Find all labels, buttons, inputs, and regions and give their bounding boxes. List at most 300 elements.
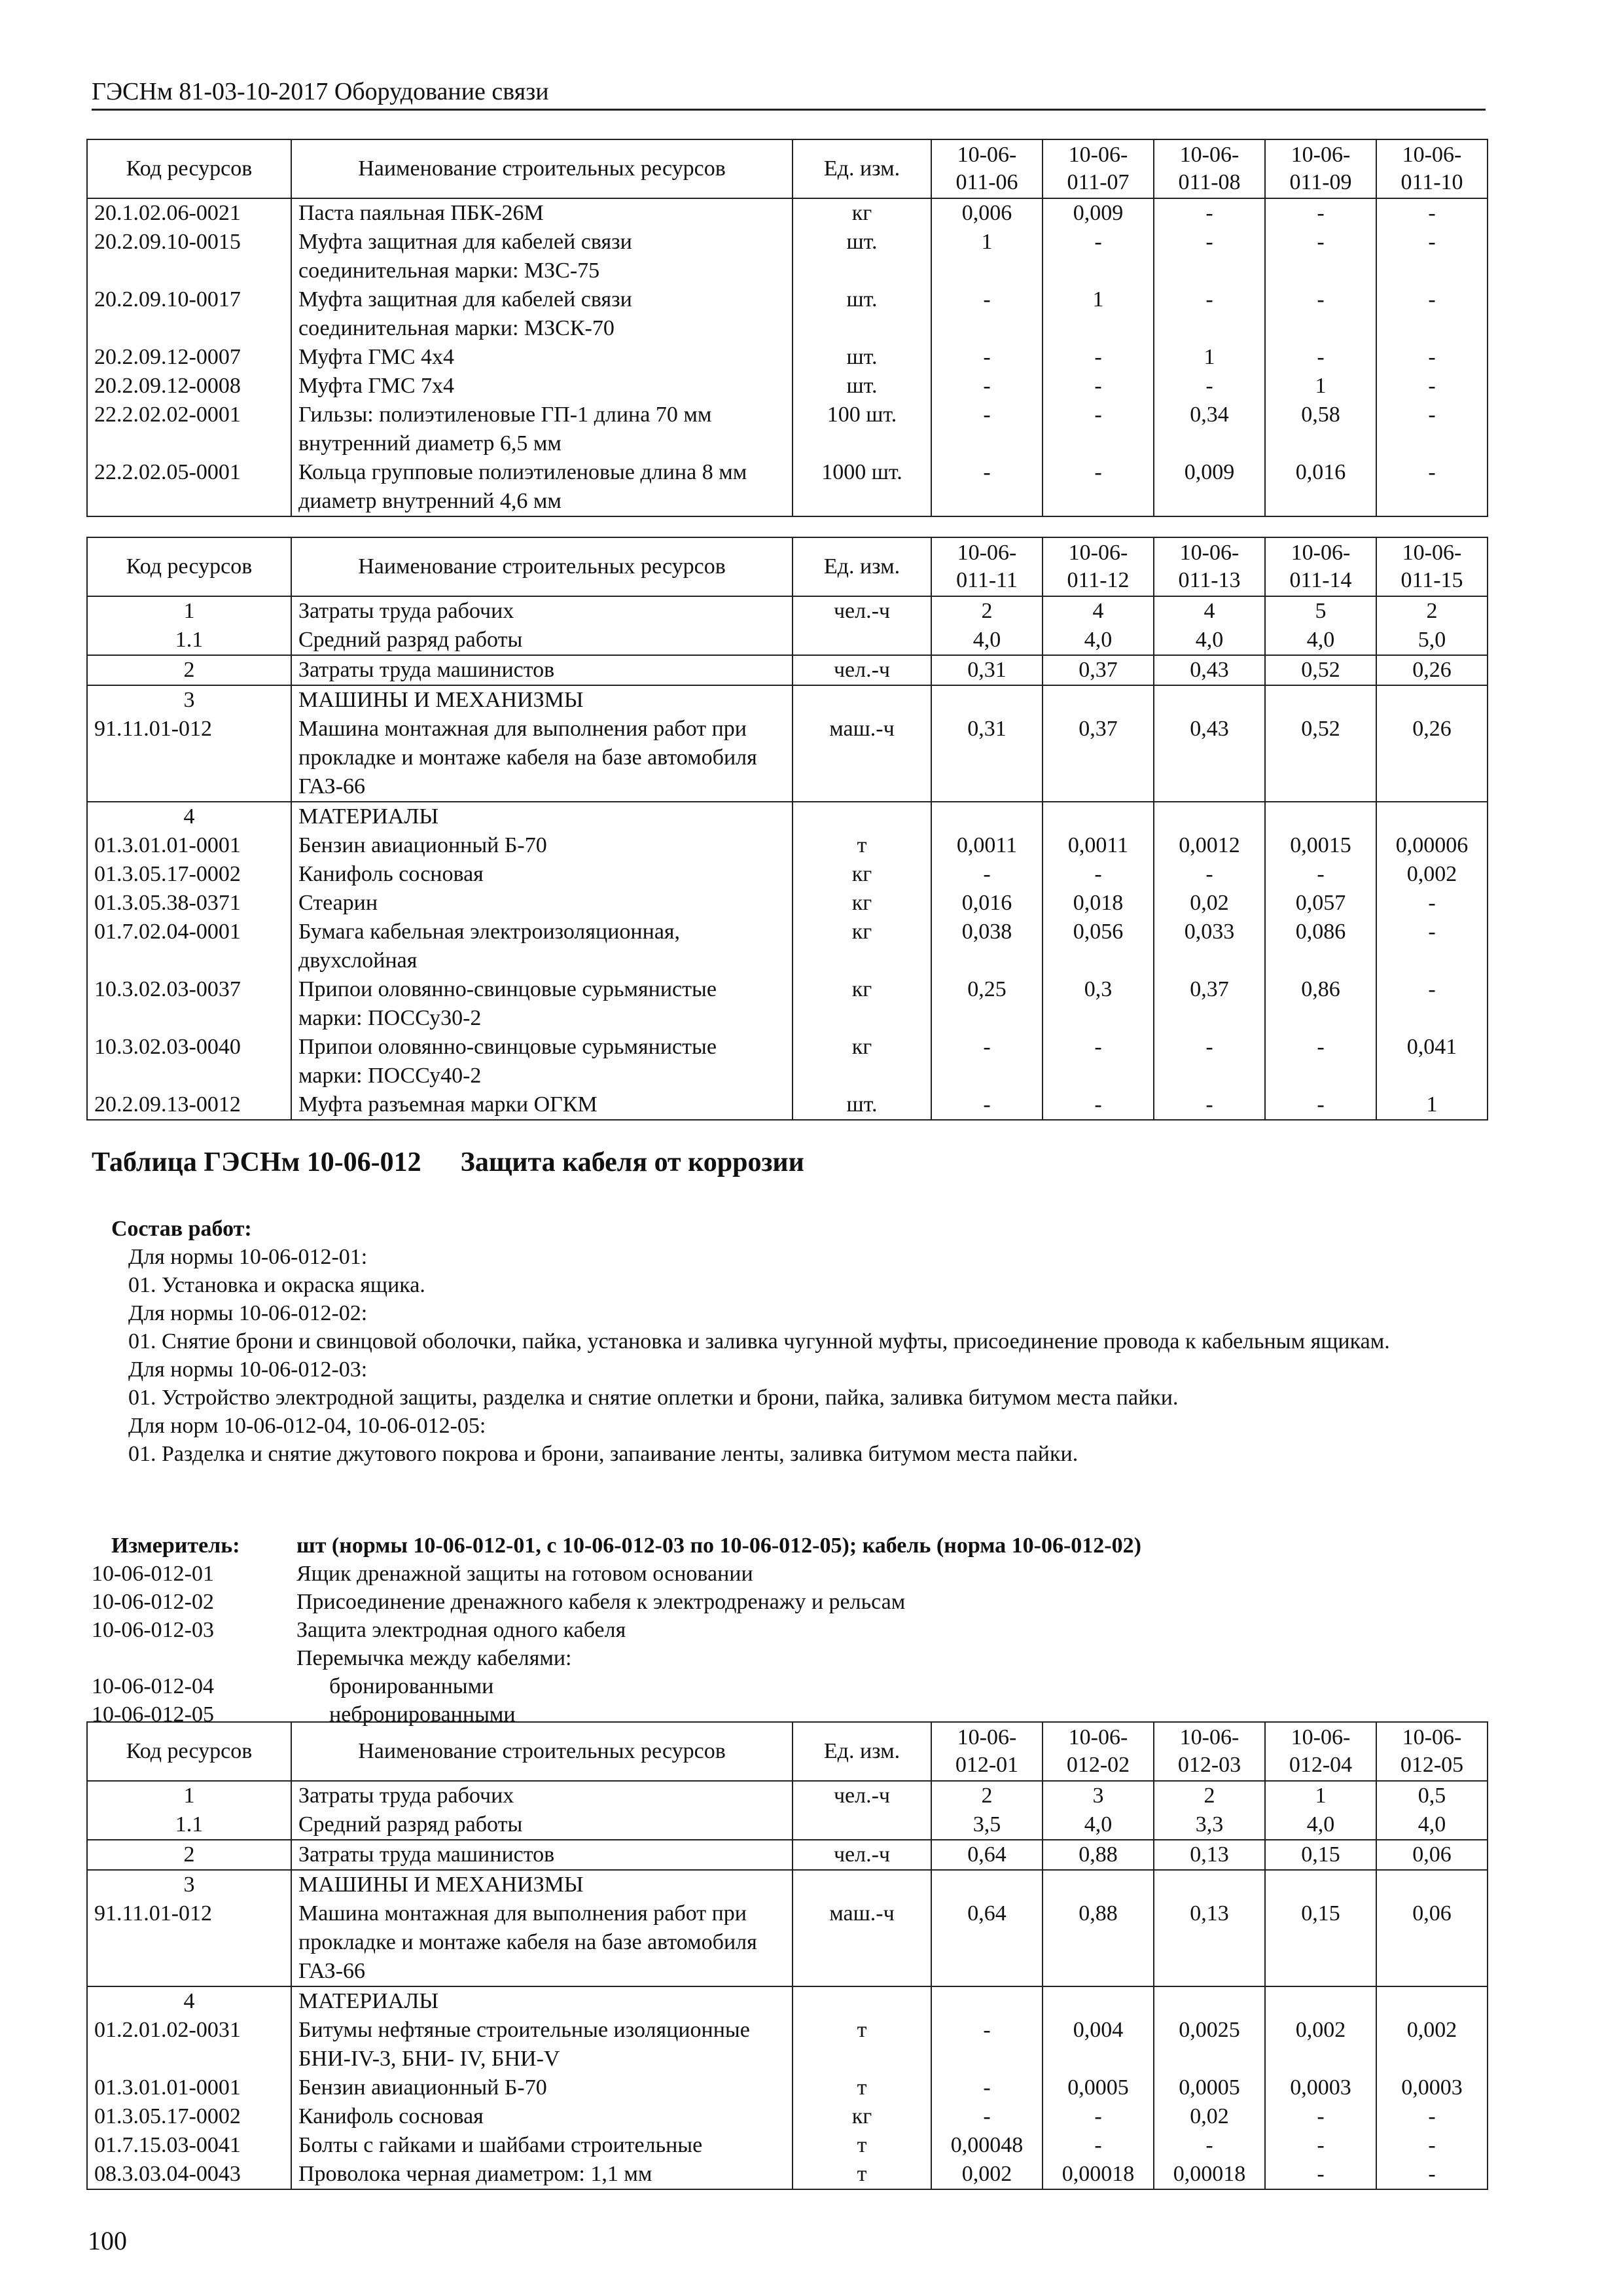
resource-unit: 1000 шт. bbox=[793, 458, 931, 516]
norm-value: 0,0011 bbox=[1043, 831, 1154, 860]
resource-code: 01.3.05.17-0002 bbox=[87, 2102, 291, 2131]
resource-name: Машина монтажная для выполнения работ при прокладке и монтаже кабеля на базе автомобиля ГАЗ-66 bbox=[291, 1899, 793, 1986]
norm-value bbox=[1154, 1870, 1265, 1899]
table-header-row bbox=[87, 139, 1488, 198]
resource-unit: т bbox=[793, 2073, 931, 2102]
resource-name: Затраты труда машинистов bbox=[291, 1840, 793, 1870]
norm-value: - bbox=[931, 1033, 1043, 1090]
norm-value: - bbox=[1154, 372, 1265, 401]
table-row bbox=[87, 458, 1488, 516]
norm-list-item bbox=[92, 1644, 1492, 1672]
resource-code: 1.1 bbox=[87, 1810, 291, 1840]
resource-code: 4 bbox=[87, 802, 291, 831]
norm-value: 0,15 bbox=[1265, 1899, 1376, 1986]
norm-list-item bbox=[92, 1588, 1492, 1616]
resource-code: 01.3.01.01-0001 bbox=[87, 2073, 291, 2102]
norm-value: - bbox=[1376, 285, 1488, 343]
resource-unit: кг bbox=[793, 1033, 931, 1090]
norm-value: 0,26 bbox=[1376, 655, 1488, 685]
col-header-norm: 10-06- 012-04 bbox=[1265, 1722, 1376, 1781]
resource-unit: кг bbox=[793, 198, 931, 228]
norm-list-item bbox=[92, 1560, 1492, 1588]
norm-value: 0,0005 bbox=[1043, 2073, 1154, 2102]
norm-value: 5 bbox=[1265, 596, 1376, 626]
resource-unit: чел.-ч bbox=[793, 1840, 931, 1870]
norm-code: 10-06-012-01 bbox=[92, 1562, 214, 1586]
table-row bbox=[87, 975, 1488, 1033]
col-header-norm: 10-06- 011-12 bbox=[1043, 537, 1154, 596]
norm-value: - bbox=[1376, 458, 1488, 516]
norm-value bbox=[931, 1870, 1043, 1899]
resource-unit: кг bbox=[793, 889, 931, 918]
resource-unit: т bbox=[793, 831, 931, 860]
norm-value: - bbox=[1265, 285, 1376, 343]
norm-value: - bbox=[1043, 860, 1154, 889]
norm-value: 0,02 bbox=[1154, 2102, 1265, 2131]
norm-value bbox=[1154, 802, 1265, 831]
col-header-norm: 10-06- 012-02 bbox=[1043, 1722, 1154, 1781]
norm-value: 0,3 bbox=[1043, 975, 1154, 1033]
resource-code: 1 bbox=[87, 1781, 291, 1810]
resource-name: МАТЕРИАЛЫ bbox=[291, 802, 793, 831]
resource-code: 20.2.09.10-0015 bbox=[87, 228, 291, 285]
resource-code: 22.2.02.02-0001 bbox=[87, 401, 291, 458]
norm-value: 0,041 bbox=[1376, 1033, 1488, 1090]
resource-name: Машина монтажная для выполнения работ при прокладке и монтаже кабеля на базе автомобиля ГАЗ-66 bbox=[291, 715, 793, 802]
page-number: 100 bbox=[88, 2226, 127, 2255]
col-header-norm: 10-06- 012-05 bbox=[1376, 1722, 1488, 1781]
work-line: Для норм 10-06-012-04, 10-06-012-05: bbox=[128, 1414, 486, 1438]
resource-code: 20.2.09.13-0012 bbox=[87, 1090, 291, 1120]
table-row bbox=[87, 802, 1488, 831]
norm-value: - bbox=[1376, 2102, 1488, 2131]
norm-value: - bbox=[1154, 2131, 1265, 2160]
norm-value bbox=[1043, 685, 1154, 715]
norm-value: - bbox=[1154, 1033, 1265, 1090]
norm-value: - bbox=[931, 2016, 1043, 2073]
norm-value: 4 bbox=[1154, 596, 1265, 626]
resource-code: 1 bbox=[87, 596, 291, 626]
norm-value: 0,31 bbox=[931, 715, 1043, 802]
table-row bbox=[87, 715, 1488, 802]
resource-name: Канифоль сосновая bbox=[291, 860, 793, 889]
resource-unit: кг bbox=[793, 2102, 931, 2131]
norm-value: 4,0 bbox=[1265, 1810, 1376, 1840]
norm-value: - bbox=[931, 2102, 1043, 2131]
table-row bbox=[87, 1870, 1488, 1899]
norm-value: 1 bbox=[1265, 1781, 1376, 1810]
norm-value: 0,25 bbox=[931, 975, 1043, 1033]
norm-value: 3 bbox=[1043, 1781, 1154, 1810]
resource-code: 4 bbox=[87, 1986, 291, 2016]
norm-value: 0,00006 bbox=[1376, 831, 1488, 860]
resource-name: Муфта разъемная марки ОГКМ bbox=[291, 1090, 793, 1120]
norm-value: - bbox=[1376, 372, 1488, 401]
norm-value: 0,0015 bbox=[1265, 831, 1376, 860]
norm-value: - bbox=[1376, 198, 1488, 228]
resource-name: Паста паяльная ПБК-26М bbox=[291, 198, 793, 228]
measure-label: Измеритель: bbox=[111, 1534, 240, 1558]
table-row bbox=[87, 198, 1488, 228]
resource-unit bbox=[793, 1870, 931, 1899]
resource-code: 10.3.02.03-0037 bbox=[87, 975, 291, 1033]
resource-name: Муфта защитная для кабелей связи соединительная марки: МЗС-75 bbox=[291, 228, 793, 285]
norm-value bbox=[1376, 802, 1488, 831]
norm-value: - bbox=[931, 1090, 1043, 1120]
norm-code: 10-06-012-04 bbox=[92, 1674, 214, 1698]
work-composition bbox=[111, 1215, 1486, 1468]
resource-unit: т bbox=[793, 2131, 931, 2160]
norm-value: 0,016 bbox=[931, 889, 1043, 918]
norm-value: 0,009 bbox=[1043, 198, 1154, 228]
norm-value: - bbox=[931, 285, 1043, 343]
resource-code: 08.3.03.04-0043 bbox=[87, 2160, 291, 2189]
resource-code: 3 bbox=[87, 1870, 291, 1899]
norm-description: Присоединение дренажного кабеля к электродренажу и рельсам bbox=[296, 1590, 906, 1614]
table-row bbox=[87, 1090, 1488, 1120]
table-row bbox=[87, 2016, 1488, 2073]
norm-value: 0,5 bbox=[1376, 1781, 1488, 1810]
resource-code: 01.7.02.04-0001 bbox=[87, 918, 291, 975]
col-header-norm: 10-06- 011-09 bbox=[1265, 139, 1376, 198]
norm-value: 2 bbox=[1376, 596, 1488, 626]
norm-value: - bbox=[931, 2073, 1043, 2102]
norm-value: - bbox=[931, 372, 1043, 401]
resource-code: 01.7.15.03-0041 bbox=[87, 2131, 291, 2160]
norm-value bbox=[1043, 802, 1154, 831]
norm-value: 2 bbox=[1154, 1781, 1265, 1810]
resource-code: 2 bbox=[87, 1840, 291, 1870]
norm-value: - bbox=[1265, 198, 1376, 228]
resource-name: МАШИНЫ И МЕХАНИЗМЫ bbox=[291, 685, 793, 715]
norm-value: 1 bbox=[931, 228, 1043, 285]
col-header-norm: 10-06- 011-14 bbox=[1265, 537, 1376, 596]
resource-code: 01.3.05.17-0002 bbox=[87, 860, 291, 889]
resource-code: 01.2.01.02-0031 bbox=[87, 2016, 291, 2073]
norm-value: 1 bbox=[1154, 343, 1265, 372]
table-row bbox=[87, 655, 1488, 685]
norm-description: Перемычка между кабелями: bbox=[296, 1646, 572, 1670]
norm-value: 4,0 bbox=[1154, 626, 1265, 655]
norm-code: 10-06-012-02 bbox=[92, 1590, 214, 1614]
resource-unit: кг bbox=[793, 918, 931, 975]
resource-name: МАШИНЫ И МЕХАНИЗМЫ bbox=[291, 1870, 793, 1899]
resource-unit: маш.-ч bbox=[793, 1899, 931, 1986]
col-header-unit: Ед. изм. bbox=[793, 1722, 931, 1781]
norm-value: 0,13 bbox=[1154, 1840, 1265, 1870]
norm-value: 0,033 bbox=[1154, 918, 1265, 975]
norm-value: 0,37 bbox=[1043, 655, 1154, 685]
col-header-code: Код ресурсов bbox=[87, 1722, 291, 1781]
table-row bbox=[87, 626, 1488, 655]
resource-unit: 100 шт. bbox=[793, 401, 931, 458]
resource-name: Затраты труда рабочих bbox=[291, 1781, 793, 1810]
table-row bbox=[87, 1840, 1488, 1870]
norm-value: - bbox=[1154, 198, 1265, 228]
norm-value: 0,002 bbox=[1376, 2016, 1488, 2073]
norm-value: 0,13 bbox=[1154, 1899, 1265, 1986]
header-rule bbox=[92, 109, 1486, 111]
resource-name: Канифоль сосновая bbox=[291, 2102, 793, 2131]
norm-value: 0,0005 bbox=[1154, 2073, 1265, 2102]
norm-value: - bbox=[1043, 401, 1154, 458]
norm-value bbox=[1265, 802, 1376, 831]
norm-value: - bbox=[1265, 860, 1376, 889]
norm-value: - bbox=[1043, 372, 1154, 401]
resource-code: 01.3.05.38-0371 bbox=[87, 889, 291, 918]
norm-code: 10-06-012-05 bbox=[92, 1702, 214, 1727]
norm-value: 0,64 bbox=[931, 1840, 1043, 1870]
work-line: Для нормы 10-06-012-01: bbox=[128, 1245, 368, 1269]
norm-value: 1 bbox=[1043, 285, 1154, 343]
resource-name: Кольца групповые полиэтиленовые длина 8 мм диаметр внутренний 4,6 мм bbox=[291, 458, 793, 516]
resource-unit: шт. bbox=[793, 228, 931, 285]
resource-code: 20.2.09.12-0007 bbox=[87, 343, 291, 372]
resource-name: Гильзы: полиэтиленовые ГП-1 длина 70 мм внутренний диаметр 6,5 мм bbox=[291, 401, 793, 458]
col-header-norm: 10-06- 011-11 bbox=[931, 537, 1043, 596]
norm-value: - bbox=[1154, 1090, 1265, 1120]
norm-value: 4,0 bbox=[1043, 1810, 1154, 1840]
table-title bbox=[92, 1147, 804, 1178]
col-header-name: Наименование строительных ресурсов bbox=[291, 537, 793, 596]
norm-value: 0,31 bbox=[931, 655, 1043, 685]
norm-value: 3,5 bbox=[931, 1810, 1043, 1840]
resource-code: 2 bbox=[87, 655, 291, 685]
norm-value: 0,002 bbox=[1265, 2016, 1376, 2073]
norm-value bbox=[931, 1986, 1043, 2016]
norm-value: 5,0 bbox=[1376, 626, 1488, 655]
resource-code: 3 bbox=[87, 685, 291, 715]
norm-value: 2 bbox=[931, 1781, 1043, 1810]
norm-value: - bbox=[931, 343, 1043, 372]
norm-value: - bbox=[1154, 285, 1265, 343]
work-line: 01. Разделка и снятие джутового покрова и брони, запаивание ленты, заливка битумом места пайки. bbox=[128, 1442, 1079, 1466]
table-row bbox=[87, 918, 1488, 975]
col-header-name: Наименование строительных ресурсов bbox=[291, 139, 793, 198]
work-lines bbox=[111, 1243, 1486, 1468]
norm-value: - bbox=[1376, 975, 1488, 1033]
table-row bbox=[87, 1033, 1488, 1090]
norm-list-item bbox=[92, 1616, 1492, 1644]
resource-code: 20.2.09.12-0008 bbox=[87, 372, 291, 401]
table-row bbox=[87, 889, 1488, 918]
resource-name: Стеарин bbox=[291, 889, 793, 918]
resource-code: 22.2.02.05-0001 bbox=[87, 458, 291, 516]
resource-unit: т bbox=[793, 2160, 931, 2189]
norm-value: 0,009 bbox=[1154, 458, 1265, 516]
col-header-norm: 10-06- 011-07 bbox=[1043, 139, 1154, 198]
page-header-title: ГЭСНм 81-03-10-2017 Оборудование связи bbox=[92, 78, 549, 105]
norm-value: 4,0 bbox=[1376, 1810, 1488, 1840]
norm-value: - bbox=[1043, 2131, 1154, 2160]
resource-unit bbox=[793, 626, 931, 655]
norm-code bbox=[92, 1644, 296, 1672]
table-label: Таблица ГЭСНм 10-06-012 bbox=[92, 1147, 421, 1177]
resource-name: Муфта ГМС 4х4 bbox=[291, 343, 793, 372]
table-row bbox=[87, 860, 1488, 889]
norm-value: 0,004 bbox=[1043, 2016, 1154, 2073]
table-header-row bbox=[87, 1722, 1488, 1781]
table-row bbox=[87, 285, 1488, 343]
norm-value: 0,0011 bbox=[931, 831, 1043, 860]
resource-name: Проволока черная диаметром: 1,1 мм bbox=[291, 2160, 793, 2189]
norm-description: Ящик дренажной защиты на готовом основании bbox=[296, 1562, 753, 1586]
norm-value: 0,056 bbox=[1043, 918, 1154, 975]
col-header-norm: 10-06- 012-03 bbox=[1154, 1722, 1265, 1781]
norm-value bbox=[931, 685, 1043, 715]
work-line: Для нормы 10-06-012-02: bbox=[128, 1301, 368, 1325]
norm-value: - bbox=[1265, 2160, 1376, 2189]
norm-value bbox=[1265, 1986, 1376, 2016]
resource-name: Припои оловянно-свинцовые сурьмянистые марки: ПОССу40-2 bbox=[291, 1033, 793, 1090]
norm-value bbox=[1376, 1986, 1488, 2016]
col-header-unit: Ед. изм. bbox=[793, 537, 931, 596]
norm-value: 0,52 bbox=[1265, 655, 1376, 685]
norm-value bbox=[1376, 1870, 1488, 1899]
norm-value: 0,86 bbox=[1265, 975, 1376, 1033]
resource-unit: кг bbox=[793, 860, 931, 889]
table-row bbox=[87, 1986, 1488, 2016]
col-header-name: Наименование строительных ресурсов bbox=[291, 1722, 793, 1781]
resource-unit: т bbox=[793, 2016, 931, 2073]
table-name: Защита кабеля от коррозии bbox=[460, 1147, 804, 1177]
norm-value: - bbox=[1265, 2102, 1376, 2131]
resource-name: Бензин авиационный Б-70 bbox=[291, 831, 793, 860]
resource-code: 1.1 bbox=[87, 626, 291, 655]
norm-value: 1 bbox=[1265, 372, 1376, 401]
col-header-norm: 10-06- 011-06 bbox=[931, 139, 1043, 198]
norm-value bbox=[1265, 1870, 1376, 1899]
norm-value: 0,00018 bbox=[1154, 2160, 1265, 2189]
work-line: 01. Установка и окраска ящика. bbox=[128, 1273, 425, 1297]
norm-code: 10-06-012-03 bbox=[92, 1618, 214, 1642]
table-row bbox=[87, 343, 1488, 372]
resource-code: 01.3.01.01-0001 bbox=[87, 831, 291, 860]
norm-value: - bbox=[1043, 458, 1154, 516]
resource-name: МАТЕРИАЛЫ bbox=[291, 1986, 793, 2016]
work-line: 01. Снятие брони и свинцовой оболочки, пайка, установка и заливка чугунной муфты, присоединение провода к кабельным ящикам. bbox=[128, 1329, 1390, 1354]
norm-value bbox=[1043, 1986, 1154, 2016]
norm-value: 0,06 bbox=[1376, 1840, 1488, 1870]
norm-value: - bbox=[1043, 343, 1154, 372]
norm-value: - bbox=[1043, 1033, 1154, 1090]
table-row bbox=[87, 1781, 1488, 1810]
resource-unit: шт. bbox=[793, 1090, 931, 1120]
norm-value: 4,0 bbox=[1043, 626, 1154, 655]
norm-value: - bbox=[1265, 2131, 1376, 2160]
norm-value: 0,057 bbox=[1265, 889, 1376, 918]
resource-table-2 bbox=[86, 537, 1488, 1121]
norm-value: - bbox=[1154, 860, 1265, 889]
col-header-norm: 10-06- 011-15 bbox=[1376, 537, 1488, 596]
norm-value: 0,016 bbox=[1265, 458, 1376, 516]
resource-code: 10.3.02.03-0040 bbox=[87, 1033, 291, 1090]
resource-name: Затраты труда рабочих bbox=[291, 596, 793, 626]
norm-value: 0,58 bbox=[1265, 401, 1376, 458]
norm-value: 0,52 bbox=[1265, 715, 1376, 802]
norm-value: 0,34 bbox=[1154, 401, 1265, 458]
norm-value: 0,00018 bbox=[1043, 2160, 1154, 2189]
table-row bbox=[87, 2102, 1488, 2131]
resource-name: Болты с гайками и шайбами строительные bbox=[291, 2131, 793, 2160]
norm-list-item bbox=[92, 1672, 1492, 1700]
norm-value: - bbox=[1043, 1090, 1154, 1120]
table-row bbox=[87, 228, 1488, 285]
norm-value: - bbox=[1376, 228, 1488, 285]
resource-unit: чел.-ч bbox=[793, 1781, 931, 1810]
resource-table-3 bbox=[86, 1721, 1488, 2190]
resource-name: Затраты труда машинистов bbox=[291, 655, 793, 685]
resource-name: Средний разряд работы bbox=[291, 1810, 793, 1840]
norm-value: - bbox=[1154, 228, 1265, 285]
norm-value: 0,88 bbox=[1043, 1899, 1154, 1986]
norm-value: 0,0012 bbox=[1154, 831, 1265, 860]
resource-name: Муфта ГМС 7х4 bbox=[291, 372, 793, 401]
resource-name: Средний разряд работы bbox=[291, 626, 793, 655]
norm-list bbox=[92, 1560, 1492, 1729]
resource-unit: шт. bbox=[793, 372, 931, 401]
resource-code: 20.2.09.10-0017 bbox=[87, 285, 291, 343]
norm-value: 0,43 bbox=[1154, 715, 1265, 802]
measure-block bbox=[92, 1532, 1492, 1729]
resource-unit: чел.-ч bbox=[793, 596, 931, 626]
norm-value: - bbox=[1265, 343, 1376, 372]
measure-value: шт (нормы 10-06-012-01, с 10-06-012-03 по 10-06-012-05); кабель (норма 10-06-012-02) bbox=[296, 1534, 1141, 1558]
norm-value: 3,3 bbox=[1154, 1810, 1265, 1840]
norm-value: 0,038 bbox=[931, 918, 1043, 975]
norm-value: - bbox=[1376, 2160, 1488, 2189]
norm-value: - bbox=[931, 860, 1043, 889]
norm-value: 0,26 bbox=[1376, 715, 1488, 802]
norm-value: 4,0 bbox=[1265, 626, 1376, 655]
norm-value: - bbox=[1376, 889, 1488, 918]
col-header-unit: Ед. изм. bbox=[793, 139, 931, 198]
norm-value: - bbox=[1265, 228, 1376, 285]
resource-unit bbox=[793, 1986, 931, 2016]
norm-value bbox=[1265, 685, 1376, 715]
norm-value: 4,0 bbox=[931, 626, 1043, 655]
resource-name: Муфта защитная для кабелей связи соединительная марки: МЗСК-70 bbox=[291, 285, 793, 343]
resource-code: 20.1.02.06-0021 bbox=[87, 198, 291, 228]
table-row bbox=[87, 2131, 1488, 2160]
norm-value: 0,15 bbox=[1265, 1840, 1376, 1870]
work-line: 01. Устройство электродной защиты, разделка и снятие оплетки и брони, пайка, заливка битумом места пайки. bbox=[128, 1386, 1179, 1410]
table-row bbox=[87, 685, 1488, 715]
norm-value: - bbox=[1265, 1033, 1376, 1090]
resource-unit bbox=[793, 802, 931, 831]
norm-value: - bbox=[1376, 918, 1488, 975]
norm-value: - bbox=[1043, 228, 1154, 285]
norm-value: - bbox=[1376, 401, 1488, 458]
table-header-row bbox=[87, 537, 1488, 596]
norm-value: 0,00048 bbox=[931, 2131, 1043, 2160]
resource-unit: чел.-ч bbox=[793, 655, 931, 685]
resource-unit: шт. bbox=[793, 343, 931, 372]
norm-value: 0,002 bbox=[931, 2160, 1043, 2189]
work-title: Состав работ: bbox=[111, 1217, 252, 1241]
col-header-code: Код ресурсов bbox=[87, 139, 291, 198]
norm-value: 0,086 bbox=[1265, 918, 1376, 975]
resource-unit: кг bbox=[793, 975, 931, 1033]
norm-description: небронированными bbox=[329, 1702, 516, 1727]
table-row bbox=[87, 1810, 1488, 1840]
norm-value: 0,88 bbox=[1043, 1840, 1154, 1870]
resource-unit: маш.-ч bbox=[793, 715, 931, 802]
norm-value bbox=[1154, 1986, 1265, 2016]
norm-description: бронированными bbox=[329, 1674, 494, 1698]
norm-value: - bbox=[1265, 1090, 1376, 1120]
table-row bbox=[87, 372, 1488, 401]
